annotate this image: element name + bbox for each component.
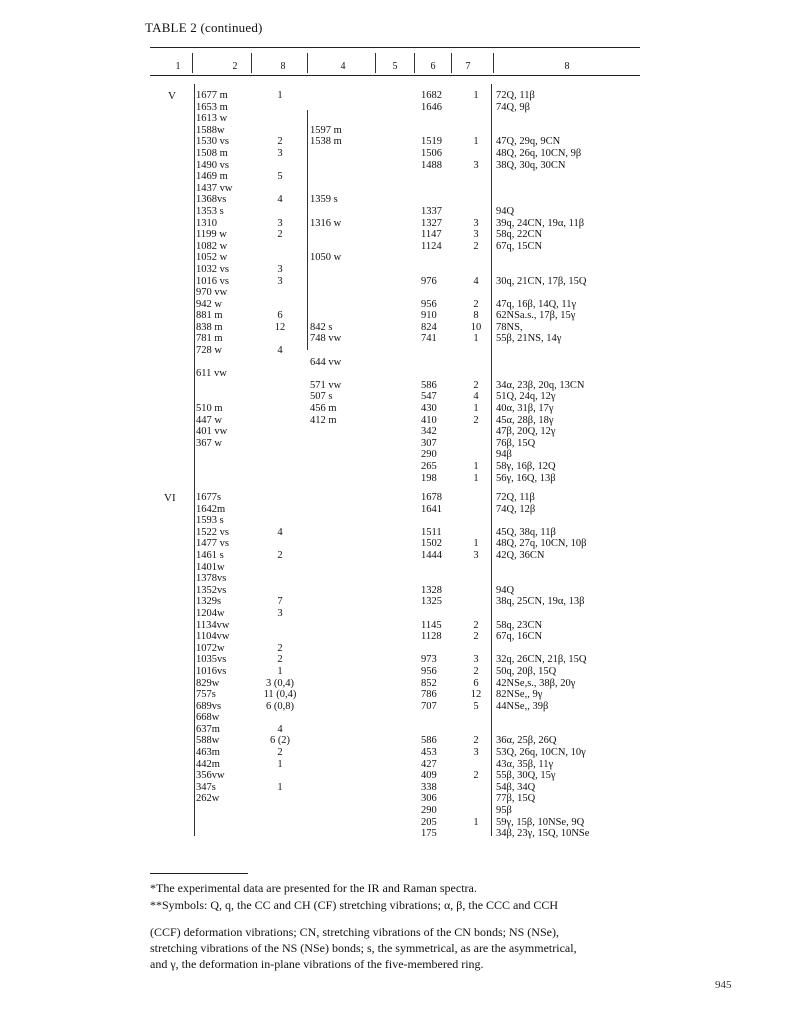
col-header-6: 6 xyxy=(430,61,436,72)
footnote-1: *The experimental data are presented for the IR and Raman spectra. xyxy=(150,881,477,895)
v-calc-intensity-column: 1 1 3 3 3 2 4 2 8 10 1 2 4 1 2 1 1 xyxy=(470,90,482,484)
table-title: TABLE 2 (continued) xyxy=(145,20,263,35)
footnote-5: and γ, the deformation in-plane vibrations of the five-membered ring. xyxy=(150,957,484,971)
column-line xyxy=(307,110,308,350)
vi-ir-column: 1677s 1642m 1593 s 1522 vs 1477 vs 1461 s 1401w 1378vs 1352vs 1329s 1204w 1134vw 1104vw 1072w 1035vs 1016vs 829w 757s 689vs 668w 637m 588w 463m 442m 356vw 347s 262w xyxy=(196,492,230,805)
vi-assignment-column: 72Q, 11β 74Q, 12β 45Q, 38q, 11β 48Q, 27q, 10CN, 10β 42Q, 36CN 94Q 38q, 25CN, 19α, 13β 58q, 23CN 67q, 16CN 32q, 26CN, 21β, 15Q 50q, 20β, 15Q 42NSe,s., 38β, 20γ 82NSe,, 9γ 44NSe,, 39β 36α, 25β, 26Q 53Q, 26q, 10CN, 10γ 43α, 35β, 11γ 55β, 30Q, 15γ 54β, 34Q 77β, 15Q 95β 59γ, 15β, 10NSe, 9Q 34β, 23γ, 15Q, 10NSe xyxy=(496,492,590,840)
column-line xyxy=(194,84,195,836)
col-header-1: 1 xyxy=(175,61,181,72)
col-header-8: 8 xyxy=(564,61,570,72)
footnote-3: (CCF) deformation vibrations; CN, stretching vibrations of the CN bonds; NS (NSe), xyxy=(150,925,559,939)
compound-label-v: V xyxy=(168,90,176,102)
footnote-4: stretching vibrations of the NS (NSe) bonds; s, the symmetrical, as are the asymmetrical, xyxy=(150,941,577,955)
header-separator xyxy=(414,53,415,73)
col-header-2: 2 xyxy=(232,61,238,72)
v-ir-column: 1677 m 1653 m 1613 w 1588w 1530 vs 1508 m 1490 vs 1469 m 1437 vw 1368vs 1353 s 1310 1199 w 1082 w 1052 w 1032 vs 1016 vs 970 vw 942 w 881 m 838 m 781 m 728 w 611 vw 510 m 447 w 401 vw 367 w xyxy=(196,90,233,449)
v-assignment-column: 72Q, 11β 74Q, 9β 47Q, 29q, 9CN 48Q, 26q, 10CN, 9β 38Q, 30q, 30CN 94Q 39q, 24CN, 19α, 11β 58q, 22CN 67q, 15CN 30q, 21CN, 17β, 15Q 47q, 16β, 14Q, 11γ 62NSa.s., 17β, 15γ 78NS, 55β, 21NS, 14γ 34α, 23β, 20q, 13CN 51Q, 24q, 12γ 40α, 31β, 17γ 45α, 28β, 18γ 47β, 20Q, 12γ 76β, 15Q 94β 58γ, 16β, 12Q 56γ, 16Q, 13β xyxy=(496,90,587,484)
header-top-rule xyxy=(150,47,640,48)
header-separator xyxy=(307,53,308,73)
header-separator xyxy=(192,53,193,73)
column-line xyxy=(491,84,492,836)
col-header-5: 5 xyxy=(392,61,398,72)
header-separator xyxy=(493,53,494,73)
header-bottom-rule xyxy=(150,75,640,76)
header-separator xyxy=(375,53,376,73)
col-header-7: 7 xyxy=(465,61,471,72)
footnote-2: **Symbols: Q, q, the CC and CH (CF) stretching vibrations; α, β, the CCC and CCH xyxy=(150,898,559,912)
header-separator xyxy=(451,53,452,73)
footnote-rule xyxy=(150,873,248,874)
v-intensity-column: 1 2 3 5 4 3 2 3 3 6 12 4 xyxy=(274,90,286,357)
col-header-4: 4 xyxy=(340,61,346,72)
v-raman-column: 1597 m 1538 m 1359 s 1316 w 1050 w 842 s 748 vw 644 vw 571 vw 507 s 456 m 412 m xyxy=(310,124,342,426)
compound-label-vi: VI xyxy=(164,492,176,504)
vi-intensity-column: 4 2 7 3 2 2 1 3 (0,4) 11 (0,4) 6 (0,8) 4 6 (2) 2 1 1 xyxy=(263,526,297,793)
vi-calc-frequency-column: 1678 1641 1511 1502 1444 1328 1325 1145 1128 973 956 852 786 707 586 453 427 409 338 306 290 205 175 xyxy=(421,492,442,840)
header-separator xyxy=(251,53,252,73)
v-calc-frequency-column: 1682 1646 1519 1506 1488 1337 1327 1147 1124 976 956 910 824 741 586 547 430 410 342 307 290 265 198 xyxy=(421,90,442,484)
page-number: 945 xyxy=(715,979,732,991)
col-header-3: 8 xyxy=(280,61,286,72)
vi-calc-intensity-column: 1 3 2 2 3 2 6 12 5 2 3 2 1 xyxy=(470,538,482,828)
